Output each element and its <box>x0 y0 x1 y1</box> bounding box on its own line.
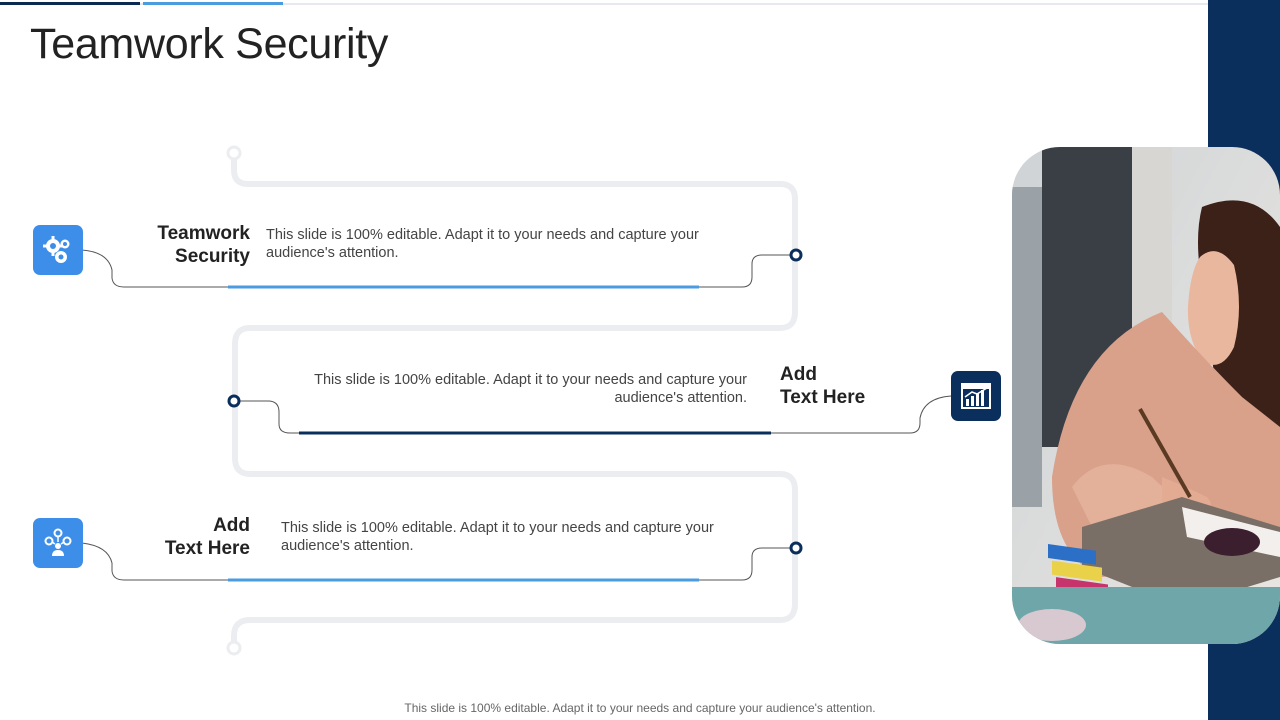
growth-chart-icon <box>951 371 1001 421</box>
footer-note: This slide is 100% editable. Adapt it to your needs and capture your audience's attention. <box>404 701 876 715</box>
track-start-dot <box>228 147 240 159</box>
item-1-description: This slide is 100% editable. Adapt it to your needs and capture your audience's attention. <box>266 227 699 261</box>
gears-icon <box>33 225 83 275</box>
node-dot-1 <box>791 250 801 260</box>
photo-woman-painting <box>1012 147 1280 644</box>
page-title: Teamwork Security <box>30 20 389 68</box>
track-end-dot <box>228 642 240 654</box>
team-network-icon <box>33 518 83 568</box>
item-1-heading: Teamwork Security <box>157 223 250 267</box>
item-3-heading: Add Text Here <box>164 515 250 559</box>
item-2-heading: Add Text Here <box>780 364 866 408</box>
item-3-description: This slide is 100% editable. Adapt it to your needs and capture your audience's attention. <box>281 520 714 554</box>
item-2-description: This slide is 100% editable. Adapt it to your needs and capture your audience's attention. <box>314 372 747 406</box>
node-dot-2 <box>229 396 239 406</box>
node-dot-3 <box>791 543 801 553</box>
